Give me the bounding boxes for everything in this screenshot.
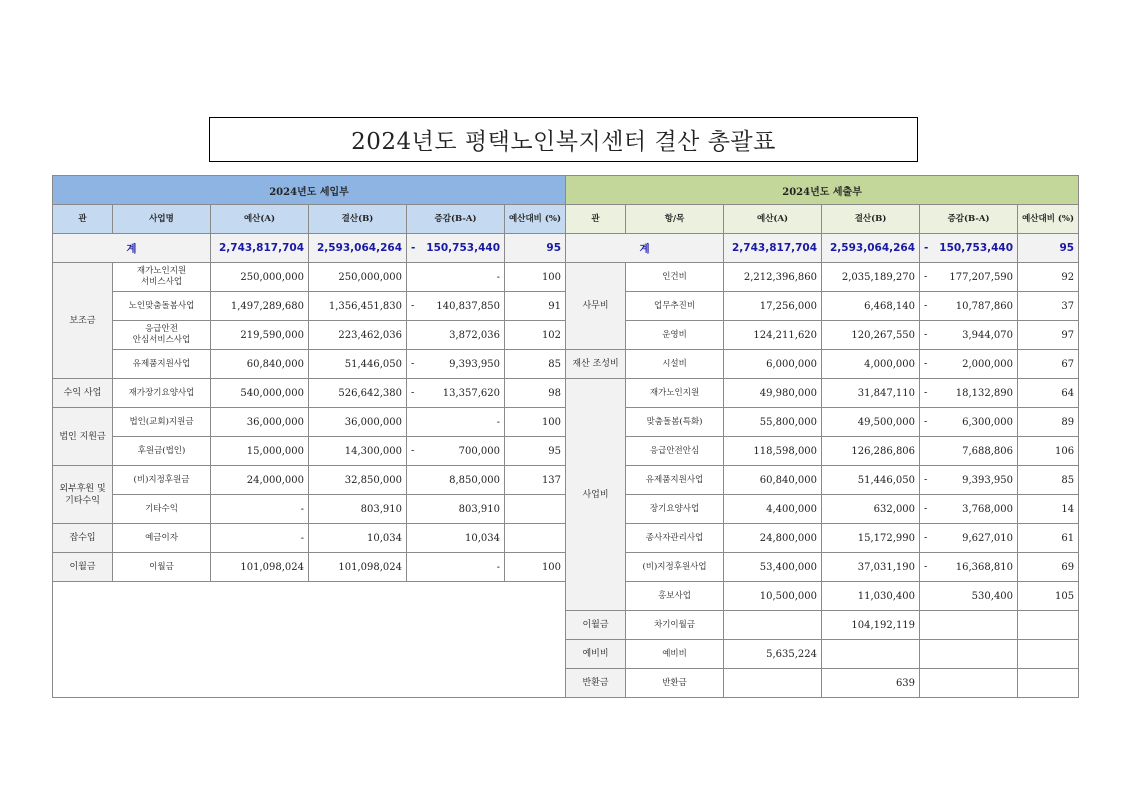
- income-settle: 101,098,024: [309, 553, 407, 582]
- expense-pct: 106: [1018, 437, 1079, 466]
- income-diff: [407, 495, 505, 524]
- expense-settle: 31,847,110: [822, 379, 920, 408]
- expense-pct: 37: [1018, 292, 1079, 321]
- expense-total-pct: 95: [1018, 234, 1079, 263]
- expense-item-name: 예비비: [626, 640, 724, 669]
- diff-value: 13,357,620: [442, 387, 500, 399]
- expense-budget: [724, 611, 822, 640]
- diff-value: 2,000,000: [962, 358, 1014, 370]
- expense-pct: 105: [1018, 582, 1079, 611]
- expense-total-budget: 2,743,817,704: [724, 234, 822, 263]
- diff-value: 10,034: [465, 532, 500, 544]
- income-diff: [407, 321, 505, 350]
- expense-item-name: 재가노인지원: [626, 379, 724, 408]
- expense-budget: 10,500,000: [724, 582, 822, 611]
- expense-settle: 632,000: [822, 495, 920, 524]
- expense-diff: [920, 350, 1018, 379]
- expense-budget: 5,635,224: [724, 640, 822, 669]
- income-group-label: 법인 지원금: [53, 408, 113, 466]
- expense-col-header: 증감(B-A): [920, 205, 1018, 234]
- settlement-summary-table: [52, 175, 1079, 698]
- minus-sign: -: [924, 329, 928, 341]
- expense-settle: 120,267,550: [822, 321, 920, 350]
- minus-sign: -: [924, 561, 928, 573]
- expense-diff: [920, 466, 1018, 495]
- income-settle: 14,300,000: [309, 437, 407, 466]
- diff-value: 9,627,010: [962, 532, 1014, 544]
- income-pct: [505, 495, 566, 524]
- income-total-diff: [407, 234, 505, 263]
- expense-pct: 67: [1018, 350, 1079, 379]
- income-settle: 223,462,036: [309, 321, 407, 350]
- minus-sign: -: [924, 242, 929, 254]
- expense-settle: 104,192,119: [822, 611, 920, 640]
- diff-value: 530,400: [971, 590, 1014, 602]
- expense-diff: [920, 553, 1018, 582]
- expense-pct: 61: [1018, 524, 1079, 553]
- income-item-name: 재가노인지원 서비스사업: [113, 263, 211, 292]
- expense-budget: 2,212,396,860: [724, 263, 822, 292]
- income-section-label: 2024년도 세입부: [53, 176, 566, 205]
- income-item-name: 유제품지원사업: [113, 350, 211, 379]
- expense-settle: 37,031,190: [822, 553, 920, 582]
- expense-item-name: 유제품지원사업: [626, 466, 724, 495]
- diff-value: -: [496, 271, 500, 283]
- income-pct: 137: [505, 466, 566, 495]
- expense-budget: [724, 669, 822, 698]
- table-row: [53, 350, 1079, 379]
- expense-pct: 97: [1018, 321, 1079, 350]
- diff-value: 7,688,806: [962, 445, 1014, 457]
- table-row: [53, 263, 1079, 292]
- expense-item-name: 운영비: [626, 321, 724, 350]
- income-settle: 51,446,050: [309, 350, 407, 379]
- expense-pct: 92: [1018, 263, 1079, 292]
- expense-col-header: 관: [566, 205, 626, 234]
- income-col-header: 사업명: [113, 205, 211, 234]
- expense-item-name: 종사자관리사업: [626, 524, 724, 553]
- income-col-header: 예산대비 (%): [505, 205, 566, 234]
- diff-value: 140,837,850: [436, 300, 500, 312]
- income-budget: 101,098,024: [211, 553, 309, 582]
- minus-sign: -: [411, 242, 416, 254]
- expense-group-label: 사업비: [566, 379, 626, 611]
- expense-diff: [920, 292, 1018, 321]
- income-settle: 32,850,000: [309, 466, 407, 495]
- expense-item-name: 반환금: [626, 669, 724, 698]
- expense-settle: 49,500,000: [822, 408, 920, 437]
- income-pct: 100: [505, 408, 566, 437]
- diff-value: 3,872,036: [449, 329, 500, 341]
- expense-diff: [920, 495, 1018, 524]
- income-budget: 36,000,000: [211, 408, 309, 437]
- income-col-header: 결산(B): [309, 205, 407, 234]
- expense-settle: 6,468,140: [822, 292, 920, 321]
- expense-diff: [920, 669, 1018, 698]
- report-title: 2024년도 평택노인복지센터 결산 총괄표: [209, 117, 918, 162]
- expense-diff: [920, 611, 1018, 640]
- expense-group-label: 이월금: [566, 611, 626, 640]
- expense-col-header: 결산(B): [822, 205, 920, 234]
- income-item-name: (비)지정후원금: [113, 466, 211, 495]
- diff-value: 3,768,000: [962, 503, 1014, 515]
- expense-budget: 124,211,620: [724, 321, 822, 350]
- income-empty-area: [53, 582, 566, 698]
- income-budget: 15,000,000: [211, 437, 309, 466]
- table-row: [53, 379, 1079, 408]
- expense-settle: 11,030,400: [822, 582, 920, 611]
- total-row: [53, 234, 1079, 263]
- income-item-name: 후원금(법인): [113, 437, 211, 466]
- expense-diff: [920, 582, 1018, 611]
- expense-pct: [1018, 640, 1079, 669]
- expense-diff: [920, 640, 1018, 669]
- expense-budget: 6,000,000: [724, 350, 822, 379]
- expense-pct: 69: [1018, 553, 1079, 582]
- income-pct: 95: [505, 437, 566, 466]
- income-item-name: 이월금: [113, 553, 211, 582]
- income-diff: [407, 466, 505, 495]
- minus-sign: -: [411, 358, 415, 370]
- income-item-name: 기타수익: [113, 495, 211, 524]
- diff-value: 150,753,440: [939, 242, 1014, 254]
- income-col-header: 관: [53, 205, 113, 234]
- diff-value: 18,132,890: [955, 387, 1014, 399]
- expense-pct: 14: [1018, 495, 1079, 524]
- income-group-label: 외부후원 및 기타수익: [53, 466, 113, 524]
- income-pct: 91: [505, 292, 566, 321]
- income-diff: [407, 263, 505, 292]
- expense-item-name: 홍보사업: [626, 582, 724, 611]
- income-diff: [407, 379, 505, 408]
- diff-value: 16,368,810: [955, 561, 1014, 573]
- income-budget: 250,000,000: [211, 263, 309, 292]
- expense-item-name: (비)지정후원사업: [626, 553, 724, 582]
- expense-settle: 126,286,806: [822, 437, 920, 466]
- diff-value: 6,300,000: [962, 416, 1014, 428]
- minus-sign: -: [924, 532, 928, 544]
- expense-pct: [1018, 611, 1079, 640]
- expense-pct: 64: [1018, 379, 1079, 408]
- expense-pct: [1018, 669, 1079, 698]
- expense-col-header: 예산(A): [724, 205, 822, 234]
- income-pct: [505, 524, 566, 553]
- expense-group-label: 반환금: [566, 669, 626, 698]
- expense-budget: 60,840,000: [724, 466, 822, 495]
- expense-settle: 639: [822, 669, 920, 698]
- section-header-row: [53, 176, 1079, 205]
- income-group-label: 잡수입: [53, 524, 113, 553]
- income-pct: 102: [505, 321, 566, 350]
- income-pct: 85: [505, 350, 566, 379]
- income-group-label: 보조금: [53, 263, 113, 379]
- expense-diff: [920, 408, 1018, 437]
- diff-value: -: [496, 416, 500, 428]
- minus-sign: -: [924, 503, 928, 515]
- diff-value: 9,393,950: [962, 474, 1014, 486]
- income-diff: [407, 408, 505, 437]
- income-settle: 250,000,000: [309, 263, 407, 292]
- minus-sign: -: [924, 271, 928, 283]
- expense-diff: [920, 321, 1018, 350]
- expense-budget: 24,800,000: [724, 524, 822, 553]
- income-budget: 219,590,000: [211, 321, 309, 350]
- income-settle: 10,034: [309, 524, 407, 553]
- income-budget: 24,000,000: [211, 466, 309, 495]
- income-diff: [407, 350, 505, 379]
- diff-value: 700,000: [458, 445, 500, 457]
- income-budget: 540,000,000: [211, 379, 309, 408]
- expense-total-label: 계: [566, 234, 724, 263]
- income-diff: [407, 553, 505, 582]
- expense-item-name: 인건비: [626, 263, 724, 292]
- expense-budget: 118,598,000: [724, 437, 822, 466]
- expense-item-name: 업무추진비: [626, 292, 724, 321]
- income-diff: [407, 292, 505, 321]
- expense-diff: [920, 263, 1018, 292]
- income-pct: 100: [505, 263, 566, 292]
- expense-group-label: 예비비: [566, 640, 626, 669]
- diff-value: 10,787,860: [955, 300, 1014, 312]
- expense-item-name: 응급안전안심: [626, 437, 724, 466]
- expense-group-label: 사무비: [566, 263, 626, 350]
- income-total-settle: 2,593,064,264: [309, 234, 407, 263]
- expense-diff: [920, 437, 1018, 466]
- diff-value: 150,753,440: [426, 242, 500, 254]
- income-col-header: 증감(B-A): [407, 205, 505, 234]
- expense-item-name: 차기이월금: [626, 611, 724, 640]
- income-diff: [407, 524, 505, 553]
- expense-budget: 53,400,000: [724, 553, 822, 582]
- minus-sign: -: [411, 300, 415, 312]
- expense-pct: 85: [1018, 466, 1079, 495]
- expense-section-label: 2024년도 세출부: [566, 176, 1079, 205]
- minus-sign: -: [411, 445, 415, 457]
- income-item-name: 예금이자: [113, 524, 211, 553]
- diff-value: 3,944,070: [962, 329, 1014, 341]
- income-pct: 98: [505, 379, 566, 408]
- expense-budget: 17,256,000: [724, 292, 822, 321]
- expense-item-name: 맞춤돌봄(특화): [626, 408, 724, 437]
- expense-budget: 4,400,000: [724, 495, 822, 524]
- column-header-row: [53, 205, 1079, 234]
- minus-sign: -: [411, 387, 415, 399]
- income-group-label: 수익 사업: [53, 379, 113, 408]
- minus-sign: -: [924, 416, 928, 428]
- income-settle: 36,000,000: [309, 408, 407, 437]
- income-group-label: 이월금: [53, 553, 113, 582]
- income-budget: -: [211, 524, 309, 553]
- diff-value: -: [496, 561, 500, 573]
- expense-budget: 55,800,000: [724, 408, 822, 437]
- minus-sign: -: [924, 300, 928, 312]
- expense-item-name: 장기요양사업: [626, 495, 724, 524]
- income-item-name: 재가장기요양사업: [113, 379, 211, 408]
- diff-value: 8,850,000: [449, 474, 500, 486]
- income-budget: 60,840,000: [211, 350, 309, 379]
- diff-value: 177,207,590: [949, 271, 1014, 283]
- income-item-name: 노인맞춤돌봄사업: [113, 292, 211, 321]
- expense-diff: [920, 379, 1018, 408]
- income-budget: -: [211, 495, 309, 524]
- expense-settle: 15,172,990: [822, 524, 920, 553]
- expense-group-label: 재산 조성비: [566, 350, 626, 379]
- diff-value: 803,910: [458, 503, 500, 515]
- income-diff: [407, 437, 505, 466]
- income-settle: 1,356,451,830: [309, 292, 407, 321]
- expense-pct: 89: [1018, 408, 1079, 437]
- income-pct: 100: [505, 553, 566, 582]
- diff-value: 9,393,950: [449, 358, 500, 370]
- income-budget: 1,497,289,680: [211, 292, 309, 321]
- income-item-name: 법인(교회)지원금: [113, 408, 211, 437]
- income-settle: 803,910: [309, 495, 407, 524]
- expense-settle: [822, 640, 920, 669]
- income-total-pct: 95: [505, 234, 566, 263]
- income-total-budget: 2,743,817,704: [211, 234, 309, 263]
- expense-item-name: 시설비: [626, 350, 724, 379]
- minus-sign: -: [924, 474, 928, 486]
- minus-sign: -: [924, 387, 928, 399]
- expense-diff: [920, 524, 1018, 553]
- income-total-label: 계: [53, 234, 211, 263]
- income-settle: 526,642,380: [309, 379, 407, 408]
- income-col-header: 예산(A): [211, 205, 309, 234]
- expense-settle: 51,446,050: [822, 466, 920, 495]
- expense-settle: 4,000,000: [822, 350, 920, 379]
- income-item-name: 응급안전 안심서비스사업: [113, 321, 211, 350]
- expense-settle: 2,035,189,270: [822, 263, 920, 292]
- expense-total-settle: 2,593,064,264: [822, 234, 920, 263]
- expense-total-diff: [920, 234, 1018, 263]
- expense-col-header: 항/목: [626, 205, 724, 234]
- expense-col-header: 예산대비 (%): [1018, 205, 1079, 234]
- minus-sign: -: [924, 358, 928, 370]
- expense-budget: 49,980,000: [724, 379, 822, 408]
